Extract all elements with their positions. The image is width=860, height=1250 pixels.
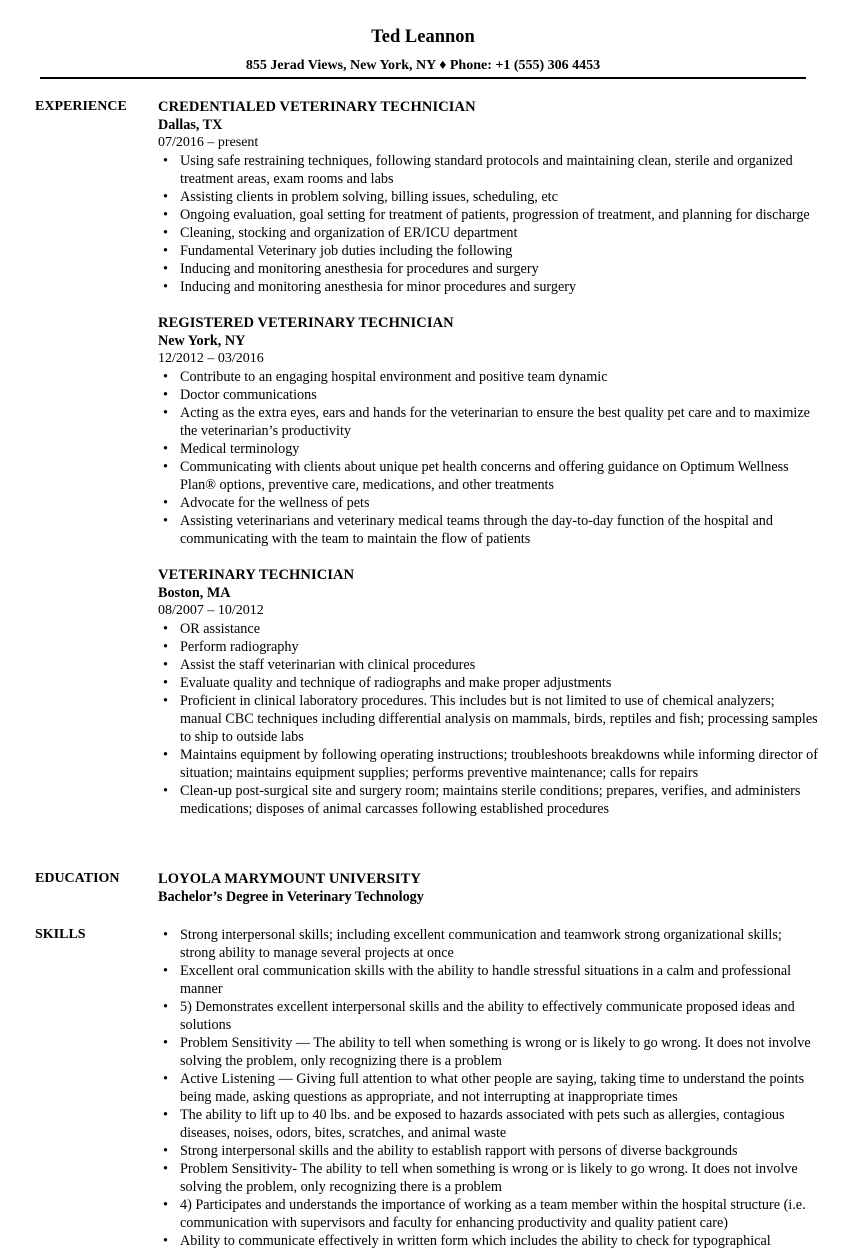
job-dates: 07/2016 – present (158, 135, 259, 150)
list-item: • Advocate for the wellness of pets (158, 494, 818, 512)
list-item: • Medical terminology (158, 440, 818, 458)
school-name: LOYOLA MARYMOUNT UNIVERSITY (158, 871, 421, 887)
list-item: • Inducing and monitoring anesthesia for minor procedures and surgery (158, 278, 818, 296)
candidate-name: Ted Leannon (371, 27, 475, 47)
job-title: VETERINARY TECHNICIAN (158, 567, 355, 583)
job-location: Boston, MA (158, 585, 231, 601)
list-item: • Excellent oral communication skills with the ability to handle stressful situations in a calm and professional manner (158, 962, 818, 998)
job-title: REGISTERED VETERINARY TECHNICIAN (158, 315, 454, 331)
list-item: • Ability to communicate effectively in written form which includes the ability to check for typographical (158, 1232, 818, 1250)
education-body (158, 870, 818, 906)
list-item: • Active Listening — Giving full attention to what other people are saying, taking time to understand the points being made, asking questions as appropriate, and not interrupting at inappropriate times (158, 1070, 818, 1106)
list-item: • Assisting veterinarians and veterinary medical teams through the day-to-day function of the hospital and communicating with the team to maintain the flow of patients (158, 512, 818, 548)
list-item: • 5) Demonstrates excellent interpersonal skills and the ability to effectively communicate proposed ideas and solutions (158, 998, 818, 1034)
experience-body (158, 98, 818, 836)
job-title: CREDENTIALED VETERINARY TECHNICIAN (158, 99, 476, 115)
skills-body (158, 926, 818, 1250)
header-divider (40, 77, 806, 79)
degree: Bachelor’s Degree in Veterinary Technology (158, 889, 424, 905)
list-item: • Acting as the extra eyes, ears and hands for the veterinarian to ensure the best quality pet care and to maximize the veterinarian’s productivity (158, 404, 818, 440)
job-dates: 08/2007 – 10/2012 (158, 603, 264, 618)
list-item: • Assist the staff veterinarian with clinical procedures (158, 656, 818, 674)
list-item: • Fundamental Veterinary job duties including the following (158, 242, 818, 260)
job-dates: 12/2012 – 03/2016 (158, 351, 264, 366)
list-item: • Inducing and monitoring anesthesia for procedures and surgery (158, 260, 818, 278)
list-item: • Problem Sensitivity — The ability to tell when something is wrong or is likely to go wrong. It does not involve solving the problem, only recognizing there is a problem (158, 1034, 818, 1070)
list-item: • Evaluate quality and technique of radiographs and make proper adjustments (158, 674, 818, 692)
skills-list (158, 926, 818, 1250)
resume-header (40, 26, 806, 75)
list-item: • Perform radiography (158, 638, 818, 656)
list-item: • Clean-up post-surgical site and surgery room; maintains sterile conditions; prepares, verifies, and administers medications; disposes of animal carcasses following established procedures (158, 782, 818, 818)
section-label-experience: EXPERIENCE (35, 99, 127, 114)
job-entry (158, 98, 818, 296)
section-label-education: EDUCATION (35, 871, 120, 886)
job-location: Dallas, TX (158, 117, 223, 133)
list-item: • Cleaning, stocking and organization of ER/ICU department (158, 224, 818, 242)
list-item: • OR assistance (158, 620, 818, 638)
section-label-skills: SKILLS (35, 927, 86, 942)
job-duties-list (158, 620, 818, 818)
list-item: • 4) Participates and understands the importance of working as a team member within the hospital structure (i.e. communication with supervisors and faculty for enhancing productivity and quality patient care) (158, 1196, 818, 1232)
list-item: • Strong interpersonal skills; including excellent communication and teamwork strong organizational skills; strong ability to manage several projects at once (158, 926, 818, 962)
job-entry (158, 566, 818, 818)
list-item: • Using safe restraining techniques, following standard protocols and maintaining clean, sterile and organized treatment areas, exam rooms and labs (158, 152, 818, 188)
job-entry (158, 314, 818, 548)
list-item: • Ongoing evaluation, goal setting for treatment of patients, progression of treatment, and planning for discharge (158, 206, 818, 224)
job-duties-list (158, 152, 818, 296)
list-item: • Strong interpersonal skills and the ability to establish rapport with persons of diverse backgrounds (158, 1142, 818, 1160)
list-item: • Proficient in clinical laboratory procedures. This includes but is not limited to use of chemical analyzers; manual CBC techniques including differential analysis on mammals, birds, reptiles and fish; processing samples to ship to outside labs (158, 692, 818, 746)
job-location: New York, NY (158, 333, 246, 349)
list-item: • Communicating with clients about unique pet health concerns and offering guidance on Optimum Wellness Plan® options, preventive care, medications, and other treatments (158, 458, 818, 494)
list-item: • Contribute to an engaging hospital environment and positive team dynamic (158, 368, 818, 386)
list-item: • Problem Sensitivity- The ability to tell when something is wrong or is likely to go wrong. It does not involve solving the problem, only recognizing there is a problem (158, 1160, 818, 1196)
list-item: • Assisting clients in problem solving, billing issues, scheduling, etc (158, 188, 818, 206)
contact-line: 855 Jerad Views, New York, NY ♦ Phone: +1 (555) 306 4453 (245, 58, 601, 73)
list-item: • The ability to lift up to 40 lbs. and be exposed to hazards associated with pets such as allergies, contagious diseases, noises, odors, bites, scratches, and animal waste (158, 1106, 818, 1142)
list-item: • Maintains equipment by following operating instructions; troubleshoots breakdowns while informing director of situation; maintains equipment supplies; performs preventive maintenance; calls for repairs (158, 746, 818, 782)
list-item: • Doctor communications (158, 386, 818, 404)
job-duties-list (158, 368, 818, 548)
